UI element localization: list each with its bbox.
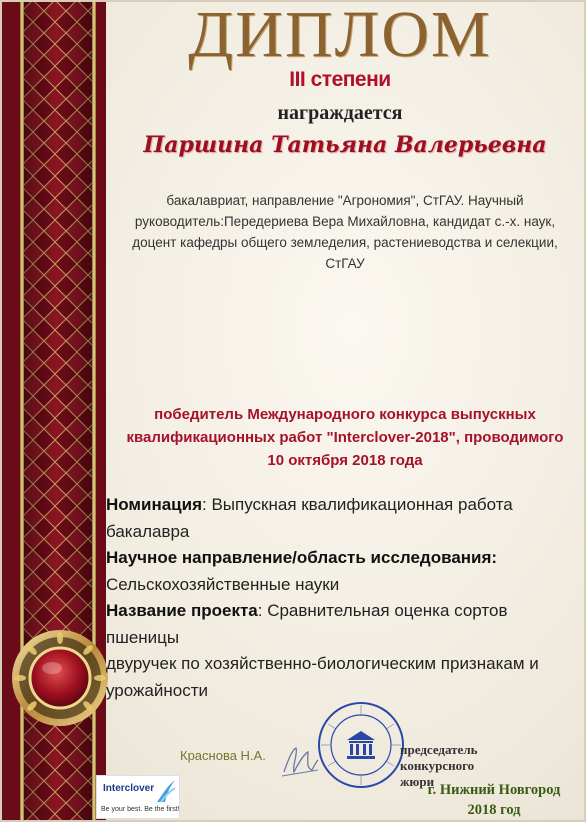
project-value-line2: двуручек по хозяйственно-биологическим признакам и урожайности [106, 654, 539, 700]
direction-label: Научное направление/область исследования: [106, 548, 498, 567]
diploma-title: ДИПЛОМ [188, 0, 492, 71]
year: 2018 год [467, 802, 521, 818]
nomination-value: : Выпускная квалификационная работа бакалавра [106, 495, 513, 541]
city: г. Нижний Новгород [427, 782, 561, 798]
direction-row [106, 545, 576, 598]
winner-statement: победитель Международного конкурса выпускных квалификационных работ "Interclover-2018", проводимого 10 октября 2018 года [126, 406, 564, 469]
project-row [106, 598, 576, 704]
chair-line1: председатель [400, 742, 478, 757]
city-year [404, 780, 584, 820]
recipient-name: Паршина Татьяна Валерьевна [143, 132, 547, 158]
direction-value: Сельскохозяйственные науки [106, 574, 340, 594]
signer-name: Краснова Н.А. [180, 748, 266, 763]
diploma-degree: III степени [289, 68, 391, 91]
official-stamp-icon [316, 700, 406, 790]
nomination-label: Номинация [106, 495, 203, 514]
logo-tagline: Be your best. Be the first! [101, 806, 180, 813]
project-info [106, 492, 576, 704]
nomination-row [106, 492, 576, 545]
project-value-line1: : Сравнительная оценка сортов пшеницы [106, 601, 508, 647]
recipient-details: бакалавриат, направление "Агрономия", СтГАУ. Научный руководитель:Передериева Вера Михайловна, кандидат с.-х. наук, доцент кафедры общего земледелия, растениеводства и селекции, СтГАУ [132, 193, 558, 271]
logo-swoosh-icon [155, 778, 177, 804]
interclover-logo [96, 775, 180, 819]
gold-medal-icon [10, 628, 110, 728]
logo-name: Interclover [103, 783, 155, 794]
project-label: Название проекта [106, 601, 258, 620]
awarded-label: награждается [277, 102, 403, 124]
chair-line2: конкурсного жюри [400, 758, 475, 789]
